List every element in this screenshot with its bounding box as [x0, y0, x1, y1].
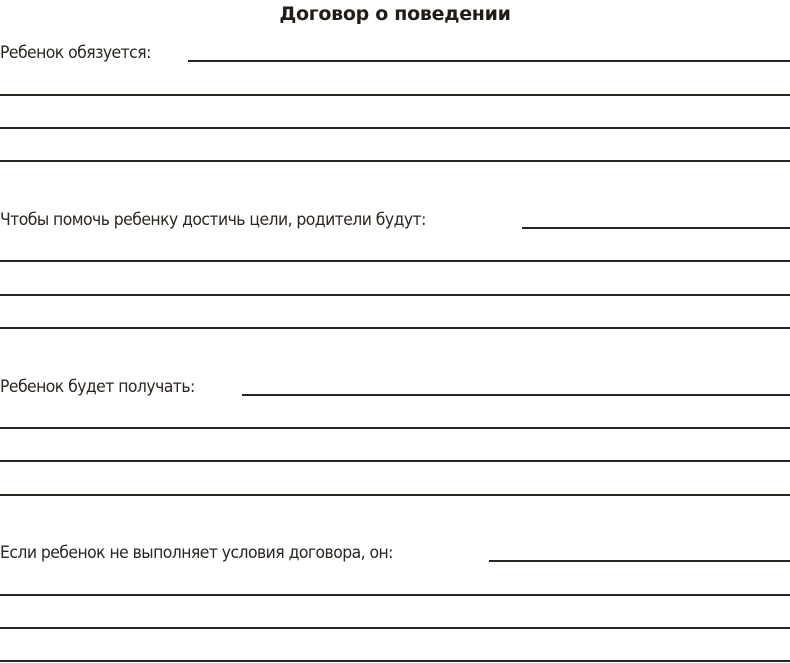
answer-line[interactable] — [489, 560, 790, 562]
answer-line[interactable] — [0, 627, 790, 629]
section-label-row — [0, 38, 164, 64]
section-label: Ребенок обязуется: — [0, 43, 151, 63]
section-label: Чтобы помочь ребенку достичь цели, родители будут: — [0, 210, 426, 230]
answer-line[interactable] — [242, 394, 790, 396]
answer-line[interactable] — [0, 94, 790, 96]
answer-line[interactable] — [188, 60, 790, 62]
answer-line[interactable] — [0, 260, 790, 262]
document-title: Договор о поведении — [279, 3, 511, 25]
answer-line[interactable] — [522, 227, 790, 229]
section-label: Если ребенок не выполняет условия договора, он: — [0, 543, 393, 563]
answer-line[interactable] — [0, 494, 790, 496]
answer-line[interactable] — [0, 127, 790, 129]
answer-line[interactable] — [0, 427, 790, 429]
answer-line[interactable] — [0, 660, 790, 662]
answer-line[interactable] — [0, 594, 790, 596]
answer-line[interactable] — [0, 327, 790, 329]
answer-line[interactable] — [0, 460, 790, 462]
answer-line[interactable] — [0, 160, 790, 162]
answer-line[interactable] — [0, 294, 790, 296]
section-label-row — [0, 372, 212, 398]
section-label-row — [0, 205, 463, 231]
section-label: Ребенок будет получать: — [0, 377, 195, 397]
section-label-row — [0, 538, 427, 564]
